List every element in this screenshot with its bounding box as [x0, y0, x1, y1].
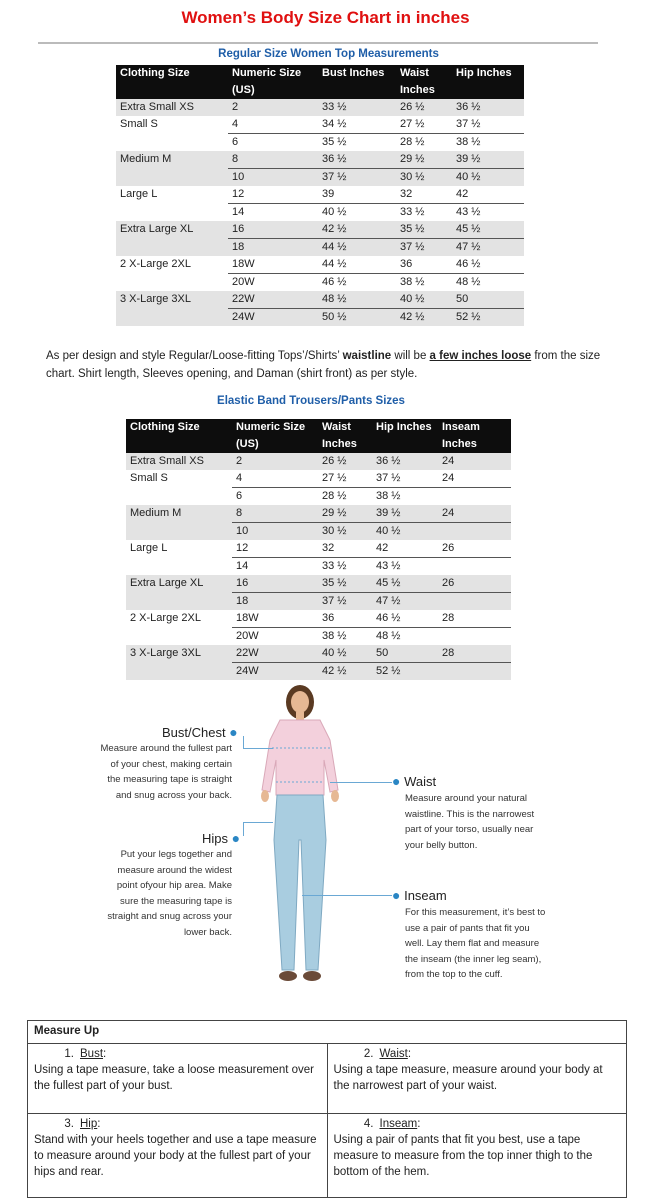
inseam-connector — [302, 895, 392, 896]
cell-size: 3 X-Large 3XL — [126, 645, 232, 663]
table-row — [126, 628, 511, 646]
cell-hip: 40 ½ — [452, 169, 524, 187]
measure-up-item: 4. Inseam: Using a pair of pants that fit you best, use a tape measure to measure from the top inner thigh to the bottom of the hem. — [327, 1114, 627, 1198]
cell-hip: 38 ½ — [456, 136, 481, 148]
cell-bust: 40 ½ — [322, 206, 347, 218]
cell-hip: 47 ½ — [452, 239, 524, 257]
tops-size-table — [116, 65, 524, 326]
hips-dot-icon: ● — [231, 830, 241, 846]
cell-numeric: 4 — [228, 116, 318, 134]
cell-hip: 48 ½ — [456, 276, 481, 288]
cell-waist: 40 ½ — [396, 291, 452, 309]
cell-waist: 37 ½ — [396, 239, 452, 257]
cell-size: 2 X-Large 2XL — [130, 612, 201, 625]
neck — [296, 712, 304, 720]
cell-waist: 26 ½ — [396, 99, 452, 116]
cell-waist: 28 ½ — [322, 490, 347, 502]
cell-size: Small S — [120, 118, 158, 131]
cell-hip: 37 ½ — [452, 116, 524, 134]
cell-size — [126, 593, 232, 611]
table-row — [116, 151, 524, 169]
hips-connector-h — [243, 822, 273, 823]
pants-size-table — [126, 419, 511, 680]
cell-hip: 43 ½ — [376, 560, 401, 572]
table-row — [126, 558, 511, 576]
cell-hip: 48 ½ — [376, 630, 401, 642]
cell-inseam: 26 — [438, 540, 511, 558]
left-hand — [261, 790, 269, 802]
cell-waist: 30 ½ — [396, 169, 452, 187]
cell-numeric: 16 — [228, 221, 318, 239]
woman-figure-illustration — [250, 680, 400, 1000]
cell-numeric: 18 — [232, 593, 318, 611]
measure-up-item: 1. Bust: Using a tape measure, take a loose measurement over the fullest part of your bust. — [28, 1044, 328, 1114]
cell-inseam: 24 — [438, 453, 511, 470]
col-waist: Waist Inches — [396, 65, 452, 99]
cell-numeric: 24W — [232, 663, 318, 681]
cell-numeric: 6 — [232, 136, 239, 148]
waist-connector — [330, 782, 392, 783]
cell-hip: 45 ½ — [452, 221, 524, 239]
inseam-label: ● Inseam — [392, 887, 447, 903]
cell-hip: 39 ½ — [452, 151, 524, 169]
cell-bust: 35 ½ — [322, 136, 347, 148]
fit-note — [46, 348, 606, 383]
cell-bust: 36 ½ — [318, 151, 396, 169]
cell-waist: 40 ½ — [318, 645, 372, 663]
cell-inseam — [438, 628, 511, 646]
cell-inseam: 24 — [438, 470, 511, 488]
bust-connector — [243, 736, 244, 748]
cell-waist: 29 ½ — [396, 151, 452, 169]
table-row — [126, 540, 511, 558]
cell-waist: 26 ½ — [318, 453, 372, 470]
cell-size: Extra Small XS — [116, 99, 228, 116]
cell-size: Large L — [130, 542, 168, 555]
cell-hip: 40 ½ — [372, 523, 438, 541]
note-underline: a few inches loose — [429, 350, 532, 362]
cell-numeric: 18W — [228, 256, 318, 274]
table-row — [126, 663, 511, 681]
cell-numeric: 12 — [228, 186, 318, 204]
light-blue-jeans — [274, 795, 326, 970]
cell-bust: 44 ½ — [318, 239, 396, 257]
cell-bust: 46 ½ — [322, 276, 347, 288]
cell-hip: 42 — [452, 186, 524, 204]
cell-bust: 42 ½ — [318, 221, 396, 239]
table-row — [116, 116, 524, 134]
cell-size — [116, 239, 228, 257]
cell-numeric: 20W — [232, 276, 255, 288]
cell-size — [116, 204, 228, 222]
cell-waist: 38 ½ — [322, 630, 347, 642]
table-row — [116, 291, 524, 309]
tops-table-heading: Regular Size Women Top Measurements — [218, 48, 439, 60]
cell-size: Large L — [120, 188, 158, 201]
cell-inseam: 28 — [438, 645, 511, 663]
pink-shirt — [262, 720, 338, 795]
table-row — [126, 470, 511, 488]
cell-waist: 32 — [318, 540, 372, 558]
cell-numeric: 22W — [232, 645, 318, 663]
cell-hip: 36 ½ — [372, 453, 438, 470]
cell-size — [116, 134, 228, 152]
cell-numeric: 4 — [232, 470, 318, 488]
cell-waist: 27 ½ — [318, 470, 372, 488]
note-text-2: will be — [391, 350, 430, 362]
cell-waist: 37 ½ — [318, 593, 372, 611]
cell-waist: 29 ½ — [318, 505, 372, 523]
cell-numeric: 16 — [232, 575, 318, 593]
cell-hip: 47 ½ — [372, 593, 438, 611]
note-text-3: from the size chart. Shirt length, Sleeves opening, and Daman (shirt front) as per style. — [46, 350, 601, 380]
table-row — [116, 256, 524, 274]
table-row — [126, 645, 511, 663]
measure-up-item: 2. Waist: Using a tape measure, measure around your body at the narrowest part of your waist. — [327, 1044, 627, 1114]
bust-description: Measure around the fullest part of your chest, making certain the measuring tape is straight and snug across your back. — [100, 743, 232, 801]
cell-bust: 44 ½ — [318, 256, 396, 274]
cell-hip: 50 — [452, 291, 524, 309]
table-row — [126, 610, 511, 628]
cell-size: Medium M — [126, 505, 232, 523]
table-row — [116, 239, 524, 257]
cell-hip: 52 ½ — [372, 663, 438, 681]
col-clothing-size: Clothing Size — [126, 419, 232, 453]
cell-numeric: 8 — [232, 505, 318, 523]
hips-label: Hips ● — [202, 830, 241, 846]
cell-hip: 46 ½ — [452, 256, 524, 274]
col-hip: Hip Inches — [452, 65, 524, 99]
right-shoe — [303, 971, 321, 981]
table-row — [126, 488, 511, 506]
cell-numeric: 22W — [228, 291, 318, 309]
face — [291, 691, 309, 713]
right-hand — [331, 790, 339, 802]
cell-hip: 37 ½ — [372, 470, 438, 488]
cell-size — [126, 488, 232, 506]
cell-hip: 36 ½ — [452, 99, 524, 116]
col-numeric-size: Numeric Size (US) — [228, 65, 318, 99]
cell-hip: 46 ½ — [372, 610, 438, 628]
col-numeric-size: Numeric Size (US) — [232, 419, 318, 453]
table-row — [116, 274, 524, 292]
inseam-description: For this measurement, it’s best to use a pair of pants that fit you well. Lay them flat and measure the inseam (the inner leg seam), from the top to the cuff. — [405, 907, 546, 980]
cell-hip: 50 — [372, 645, 438, 663]
cell-size — [126, 523, 232, 541]
waist-label: ● Waist — [392, 773, 437, 789]
tops-header-row — [116, 65, 524, 99]
cell-waist: 27 ½ — [396, 116, 452, 134]
cell-inseam: 28 — [438, 610, 511, 628]
cell-hip: 38 ½ — [376, 490, 401, 502]
cell-bust: 50 ½ — [318, 309, 396, 327]
measure-up-heading: Measure Up — [28, 1021, 627, 1044]
cell-hip: 52 ½ — [452, 309, 524, 327]
cell-bust: 34 ½ — [318, 116, 396, 134]
col-inseam: Inseam Inches — [438, 419, 511, 453]
note-bold: waistline — [342, 350, 392, 362]
cell-inseam: 24 — [438, 505, 511, 523]
cell-size — [126, 663, 232, 681]
table-row — [116, 99, 524, 116]
cell-waist: 30 ½ — [318, 523, 372, 541]
cell-size — [126, 558, 232, 576]
cell-size — [126, 628, 232, 646]
left-shoe — [279, 971, 297, 981]
note-text-1: As per design and style Regular/Loose-fitting Tops’/Shirts’ — [46, 350, 343, 362]
cell-waist: 38 ½ — [400, 276, 425, 288]
table-row — [126, 505, 511, 523]
cell-bust: 33 ½ — [318, 99, 396, 116]
cell-numeric: 20W — [236, 630, 259, 642]
bust-connector-h — [243, 748, 273, 749]
col-clothing-size: Clothing Size — [116, 65, 228, 99]
title-divider — [38, 42, 598, 44]
cell-inseam: 26 — [438, 575, 511, 593]
table-row — [116, 169, 524, 187]
table-row — [126, 523, 511, 541]
cell-inseam — [438, 663, 511, 681]
cell-numeric: 12 — [232, 540, 318, 558]
cell-numeric: 18 — [228, 239, 318, 257]
table-row — [116, 204, 524, 222]
cell-size: Extra Large XL — [126, 575, 232, 593]
cell-numeric: 8 — [228, 151, 318, 169]
hips-description: Put your legs together and measure around the widest point ofyour hip area. Make sure the measuring tape is straight and snug across your lower back. — [107, 849, 232, 938]
cell-hip: 42 — [372, 540, 438, 558]
pants-header-row — [126, 419, 511, 453]
cell-hip: 39 ½ — [372, 505, 438, 523]
hips-connector — [243, 822, 244, 836]
cell-waist: 36 — [396, 256, 452, 274]
cell-bust: 37 ½ — [318, 169, 396, 187]
cell-size: 2 X-Large 2XL — [120, 258, 191, 271]
waist-dot-icon: ● — [392, 773, 401, 789]
cell-bust: 39 — [318, 186, 396, 204]
col-bust: Bust Inches — [318, 65, 396, 99]
cell-size — [116, 169, 228, 187]
cell-numeric: 10 — [232, 523, 318, 541]
cell-numeric: 24W — [228, 309, 318, 327]
cell-numeric: 6 — [236, 490, 243, 502]
cell-size — [116, 274, 228, 292]
cell-inseam — [438, 488, 511, 506]
cell-waist: 33 ½ — [322, 560, 347, 572]
cell-waist: 32 — [396, 186, 452, 204]
waist-description: Measure around your natural waistline. This is the narrowest part of your torso, usually near your belly button. — [405, 793, 535, 851]
cell-size: 3 X-Large 3XL — [116, 291, 228, 309]
table-row — [126, 575, 511, 593]
bust-dot-icon: ● — [229, 724, 238, 740]
cell-size: Medium M — [116, 151, 228, 169]
cell-numeric: 10 — [228, 169, 318, 187]
cell-waist: 35 ½ — [318, 575, 372, 593]
table-row — [116, 134, 524, 152]
cell-numeric: 14 — [236, 560, 249, 572]
cell-inseam — [438, 523, 511, 541]
cell-numeric: 14 — [232, 206, 245, 218]
cell-waist: 35 ½ — [396, 221, 452, 239]
col-waist: Waist Inches — [318, 419, 372, 453]
cell-size: Small S — [130, 472, 168, 485]
cell-waist: 42 ½ — [318, 663, 372, 681]
col-hip: Hip Inches — [372, 419, 438, 453]
cell-size: Extra Large XL — [116, 221, 228, 239]
pants-table-heading: Elastic Band Trousers/Pants Sizes — [217, 395, 405, 407]
cell-hip: 45 ½ — [372, 575, 438, 593]
cell-inseam — [438, 593, 511, 611]
cell-numeric: 2 — [228, 99, 318, 116]
table-row — [116, 309, 524, 327]
page-title: Women’s Body Size Chart in inches — [181, 8, 470, 27]
cell-waist: 42 ½ — [396, 309, 452, 327]
cell-waist: 28 ½ — [400, 136, 425, 148]
cell-numeric: 18W — [232, 610, 318, 628]
cell-numeric: 2 — [232, 453, 318, 470]
cell-bust: 48 ½ — [318, 291, 396, 309]
table-row — [116, 186, 524, 204]
table-row — [126, 453, 511, 470]
cell-size — [116, 309, 228, 327]
inseam-dot-icon: ● — [392, 887, 401, 903]
cell-size: Extra Small XS — [126, 453, 232, 470]
measure-up-item: 3. Hip: Stand with your heels together and use a tape measure to measure around your body at the fullest part of your hips and rear. — [28, 1114, 328, 1198]
bust-chest-label: Bust/Chest ● — [162, 724, 238, 740]
cell-waist: 36 — [318, 610, 372, 628]
measure-up-table — [27, 1020, 627, 1198]
table-row — [126, 593, 511, 611]
cell-inseam — [438, 558, 511, 576]
cell-hip: 43 ½ — [456, 206, 481, 218]
table-row — [116, 221, 524, 239]
cell-waist: 33 ½ — [400, 206, 425, 218]
